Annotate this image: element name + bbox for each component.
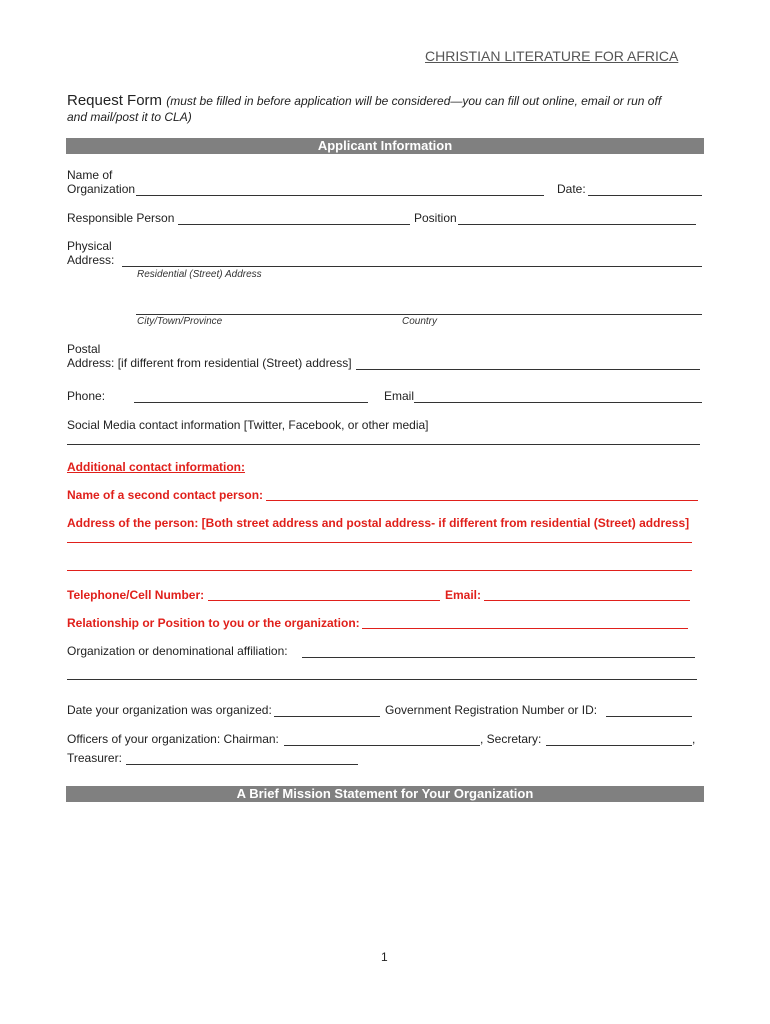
applicant-info-header: Applicant Information <box>66 138 704 154</box>
gov-reg-label: Government Registration Number or ID: <box>385 703 598 717</box>
email-input[interactable] <box>414 402 702 403</box>
organization-label: Organization <box>67 182 136 196</box>
second-contact-label: Name of a second contact person: <box>67 488 264 502</box>
treasurer-label: Treasurer: <box>67 751 122 765</box>
secretary-input[interactable] <box>546 745 692 746</box>
physical-label: Physical <box>67 239 112 253</box>
city-hint: City/Town/Province <box>137 316 223 327</box>
officers-label: Officers of your organization: Chairman: <box>67 732 279 746</box>
city-country-input[interactable] <box>136 314 702 315</box>
secretary-comma: , <box>692 732 696 746</box>
responsible-person-input[interactable] <box>178 224 410 225</box>
date-input[interactable] <box>588 195 702 196</box>
second-email-label: Email: <box>445 588 482 602</box>
request-form-heading <box>67 92 661 109</box>
telephone-input[interactable] <box>208 600 440 601</box>
additional-contact-heading: Additional contact information: <box>67 460 245 474</box>
affiliation-input[interactable] <box>302 657 695 658</box>
request-form-title: Request Form <box>67 92 163 109</box>
address-person-input-2[interactable] <box>67 570 692 571</box>
organization-title: CHRISTIAN LITERATURE FOR AFRICA <box>425 48 679 64</box>
request-form-note-cont: and mail/post it to CLA) <box>67 110 192 124</box>
position-input[interactable] <box>458 224 696 225</box>
address-label: Address: <box>67 253 115 267</box>
postal-address-input[interactable] <box>356 369 700 370</box>
relationship-label: Relationship or Position to you or the organization: <box>67 616 360 630</box>
social-media-input[interactable] <box>67 444 700 445</box>
position-label: Position <box>414 211 457 225</box>
telephone-label: Telephone/Cell Number: <box>67 588 205 602</box>
phone-input[interactable] <box>134 402 368 403</box>
email-label: Email <box>384 389 415 403</box>
relationship-input[interactable] <box>362 628 688 629</box>
date-label: Date: <box>557 182 586 196</box>
second-email-input[interactable] <box>484 600 690 601</box>
phone-label: Phone: <box>67 389 106 403</box>
address-person-label: Address of the person: [Both street address and postal address- if different from residential (Street) address] <box>67 516 690 530</box>
mission-statement-header: A Brief Mission Statement for Your Organization <box>66 786 704 802</box>
gov-reg-input[interactable] <box>606 716 692 717</box>
residential-hint: Residential (Street) Address <box>137 269 262 280</box>
affiliation-label: Organization or denominational affiliation: <box>67 644 288 658</box>
residential-address-input[interactable] <box>122 266 702 267</box>
treasurer-input[interactable] <box>126 764 358 765</box>
name-of-label: Name of <box>67 168 113 182</box>
date-organized-label: Date your organization was organized: <box>67 703 272 717</box>
secretary-label: , Secretary: <box>480 732 542 746</box>
country-hint: Country <box>402 316 438 327</box>
date-organized-input[interactable] <box>274 716 380 717</box>
postal-address-label: Address: [if different from residential (Street) address] <box>67 356 352 370</box>
organization-input[interactable] <box>136 195 544 196</box>
second-contact-input[interactable] <box>266 500 698 501</box>
address-person-input-1[interactable] <box>67 542 692 543</box>
request-form-note: (must be filled in before application will be considered—you can fill out online, email or run off <box>166 94 662 108</box>
affiliation-input-2[interactable] <box>67 679 697 680</box>
social-media-label: Social Media contact information [Twitter, Facebook, or other media] <box>67 418 429 432</box>
responsible-person-label: Responsible Person <box>67 211 175 225</box>
chairman-input[interactable] <box>284 745 480 746</box>
postal-label: Postal <box>67 342 101 356</box>
page-number: 1 <box>381 950 388 964</box>
